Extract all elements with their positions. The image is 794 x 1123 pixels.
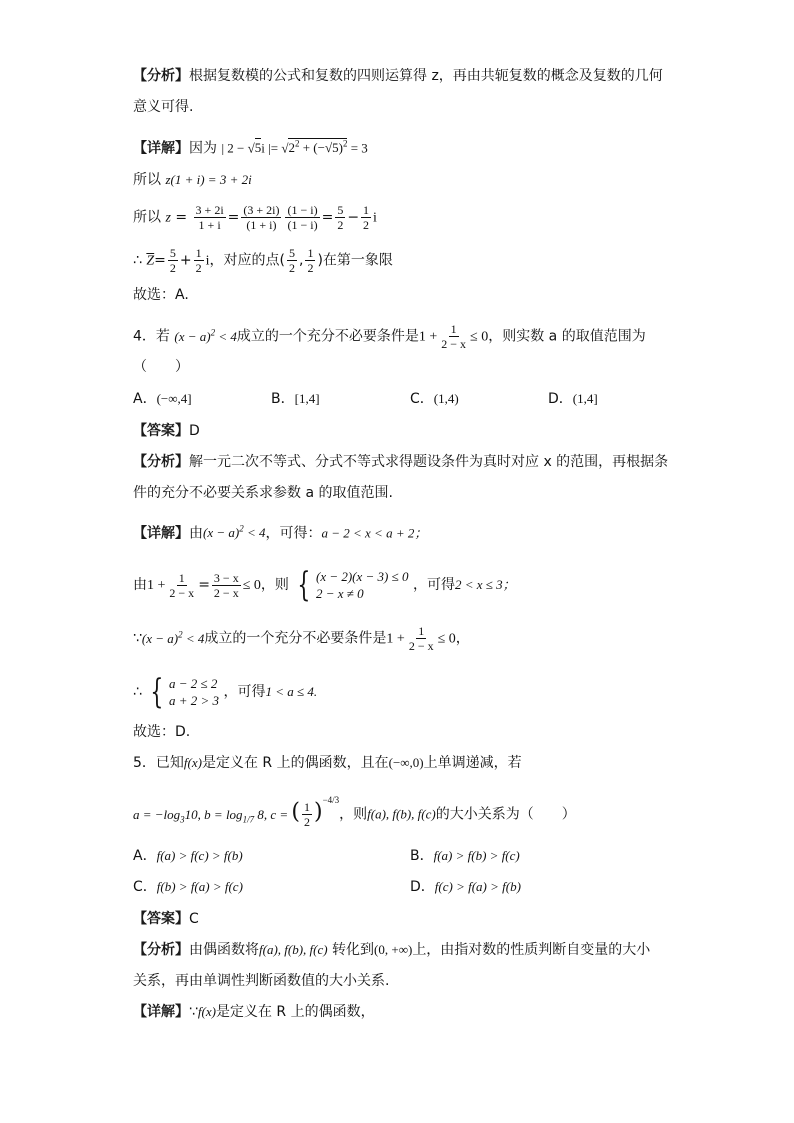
- q4-stem-suffix: ，则实数 a 的取值范围为: [488, 328, 646, 345]
- q4-option-c[interactable]: C．(1,4): [410, 391, 459, 407]
- q3-so-line-2: 所以 z = $\frac{3 + 2i}{1 + i}$ = $\frac{(3 + 2i)}{(1 + i)}$ $\frac{(1 - i)}{(1 - i)}$ = $\frac{5}{2}$ − $\frac{1}{2}$ i: [133, 203, 377, 232]
- fraction: $\frac{5}{2}$: [337, 203, 344, 232]
- q4-analysis-text-2: 件的充分不必要关系求参数 a 的取值范围.: [133, 485, 393, 501]
- detail-tag: 【详解】: [133, 140, 189, 157]
- q4-analysis-line-1: [133, 452, 668, 472]
- q3-so-text-2: 所以: [133, 209, 161, 226]
- q5-stem-line-2: $a = -\log_310$, $b = \log_{1/7} 8$, c = ( $\frac{1}{2}$ )$^{-4/3}$，则f(a), f(b), f(c)的大小关系为（ ）: [133, 795, 576, 830]
- q3-answer-line: [133, 285, 189, 305]
- q5-analysis-line-2: 关系，再由单调性判断函数值的大小关系.: [133, 973, 390, 989]
- fraction: $\frac{(3 + 2i)}{(1 + i)}$: [243, 203, 280, 232]
- fraction: $\frac{1}{2 - x}$: [408, 624, 434, 653]
- q4-detail-line-4: ∴ { a − 2 ≤ 2 a + 2 > 3 ，可得1 < a ≤ 4.: [133, 672, 318, 712]
- fraction: $\frac{1}{2 - x}$: [441, 322, 467, 351]
- q4-paren-line: [133, 357, 189, 377]
- detail-tag: 【详解】: [133, 525, 189, 542]
- detail-tag: 【详解】: [133, 1004, 189, 1020]
- q3-analysis-line-1: [133, 66, 663, 86]
- q3-analysis-text-1: 根据复数模的公式和复数的四则运算得 z，再由共轭复数的概念及复数的几何: [189, 68, 663, 84]
- analysis-tag: 【分析】: [133, 454, 189, 470]
- q5-answer-value: C: [189, 911, 199, 927]
- fraction: $\frac{5}{2}$: [289, 246, 295, 275]
- q3-so-equation-1: z(1 + i) = 3 + 2i: [165, 172, 252, 187]
- q4-answer-line: [133, 421, 200, 441]
- fraction: $\frac{3 - x}{2 - x}$: [213, 570, 239, 600]
- analysis-tag: 【分析】: [133, 68, 189, 84]
- analysis-tag: 【分析】: [133, 942, 189, 958]
- q4-answer-value: D: [189, 423, 200, 439]
- q5-analysis-line-1: 【分析】由偶函数将f(a), f(b), f(c) 转化到(0, +∞)上，由指对数的性质判断自变量的大小: [133, 942, 651, 958]
- q3-detail-text: 因为: [189, 140, 217, 157]
- q5-option-b[interactable]: B．f(a) > f(b) > f(c): [410, 848, 520, 864]
- q5-answer-line: [133, 909, 199, 929]
- q3-quadrant-text: 在第一象限: [322, 252, 393, 269]
- fraction: $\frac{1}{2 - x}$: [169, 570, 195, 600]
- q5-detail-line: 【详解】∵f(x)是定义在 R 上的偶函数，: [133, 1004, 375, 1020]
- q3-modulus-equation: | 2 − √5i |= $√2^2 + (-√5)^2 = 3$: [221, 139, 368, 156]
- q4-analysis-text-1: 解一元二次不等式、分式不等式求得题设条件为真时对应 x 的范围，再根据条: [189, 454, 669, 470]
- fraction: $\frac{3 + 2i}{1 + i}$: [195, 203, 224, 232]
- fraction: $\frac{1}{2}$: [363, 203, 370, 232]
- q3-detail-line: [133, 134, 368, 158]
- answer-tag: 【答案】: [133, 423, 189, 439]
- q4-detail-line-2: 由1 + $\frac{1}{2 - x}$ = $\frac{3 - x}{2 - x}$ ≤ 0，则 { (x − 2)(x − 3) ≤ 0 2 − x ≠ 0 ，可得2 < x ≤ 3；: [133, 565, 516, 605]
- q3-so-line-1: [133, 170, 252, 190]
- q4-detail-line-3: ∵(x − a)$^2$ < 4成立的一个充分不必要条件是1 + $\frac{1}{2 - x}$ ≤ 0，: [133, 624, 470, 653]
- q4-option-b[interactable]: B．[1,4]: [271, 391, 320, 407]
- q4-option-a[interactable]: A．(−∞,4]: [133, 391, 192, 407]
- q5-option-a[interactable]: A．f(a) > f(c) > f(b): [133, 848, 243, 864]
- q3-analysis-line-2: [133, 97, 193, 117]
- q4-option-d[interactable]: D．(1,4]: [548, 391, 598, 407]
- fraction: $\frac{1}{2}$: [195, 246, 202, 275]
- q5-option-c[interactable]: C．f(b) > f(a) > f(c): [133, 879, 243, 895]
- q3-so-text-1: 所以: [133, 172, 161, 188]
- q4-detail-line-1: 【详解】由$(x - a)^2 < 4$，可得：a − 2 < x < a + 2；: [133, 524, 428, 542]
- therefore-symbol: ∴: [133, 252, 142, 269]
- q4-stem-mid: 成立的一个充分不必要条件是: [236, 328, 419, 345]
- q5-option-d[interactable]: D．f(c) > f(a) > f(b): [410, 879, 521, 895]
- q4-answer-line-final: 故选：D.: [133, 724, 191, 740]
- fraction: $\frac{1}{2}$: [303, 800, 310, 830]
- q4-stem-prefix: 4．若: [133, 328, 170, 345]
- answer-tag: 【答案】: [133, 911, 189, 927]
- q3-analysis-text-2: 意义可得.: [133, 99, 194, 115]
- system-brace: { a − 2 ≤ 2 a + 2 > 3: [150, 672, 220, 712]
- fraction: $\frac{(1 - i)}{(1 - i)}$: [287, 203, 318, 232]
- q3-point-text: ，对应的点: [209, 252, 280, 269]
- q4-analysis-line-2: [133, 483, 393, 503]
- q3-answer-text: 故选：A.: [133, 287, 189, 303]
- answer-paren: （ ）: [133, 359, 189, 375]
- system-brace: { (x − 2)(x − 3) ≤ 0 2 − x ≠ 0: [297, 565, 409, 605]
- q3-conjugate-line: ∴ $\overline{Z}=$ $\frac{5}{2}$ + $\frac{1}{2}$ i，对应的点( $\frac{5}{2}$ , $\frac{1}{2}$ )在第一象限: [133, 246, 393, 275]
- q5-stem-line-1: 5．已知f(x)是定义在 R 上的偶函数，且在(−∞,0)上单调递减，若: [133, 755, 522, 771]
- q4-stem-line: 4．若 $(x - a)^2 < 4$成立的一个充分不必要条件是1 + $\frac{1}{2 - x}$ ≤ 0，则实数 a 的取值范围为: [133, 322, 646, 351]
- fraction: $\frac{5}{2}$: [169, 246, 176, 275]
- fraction: $\frac{1}{2}$: [307, 246, 314, 275]
